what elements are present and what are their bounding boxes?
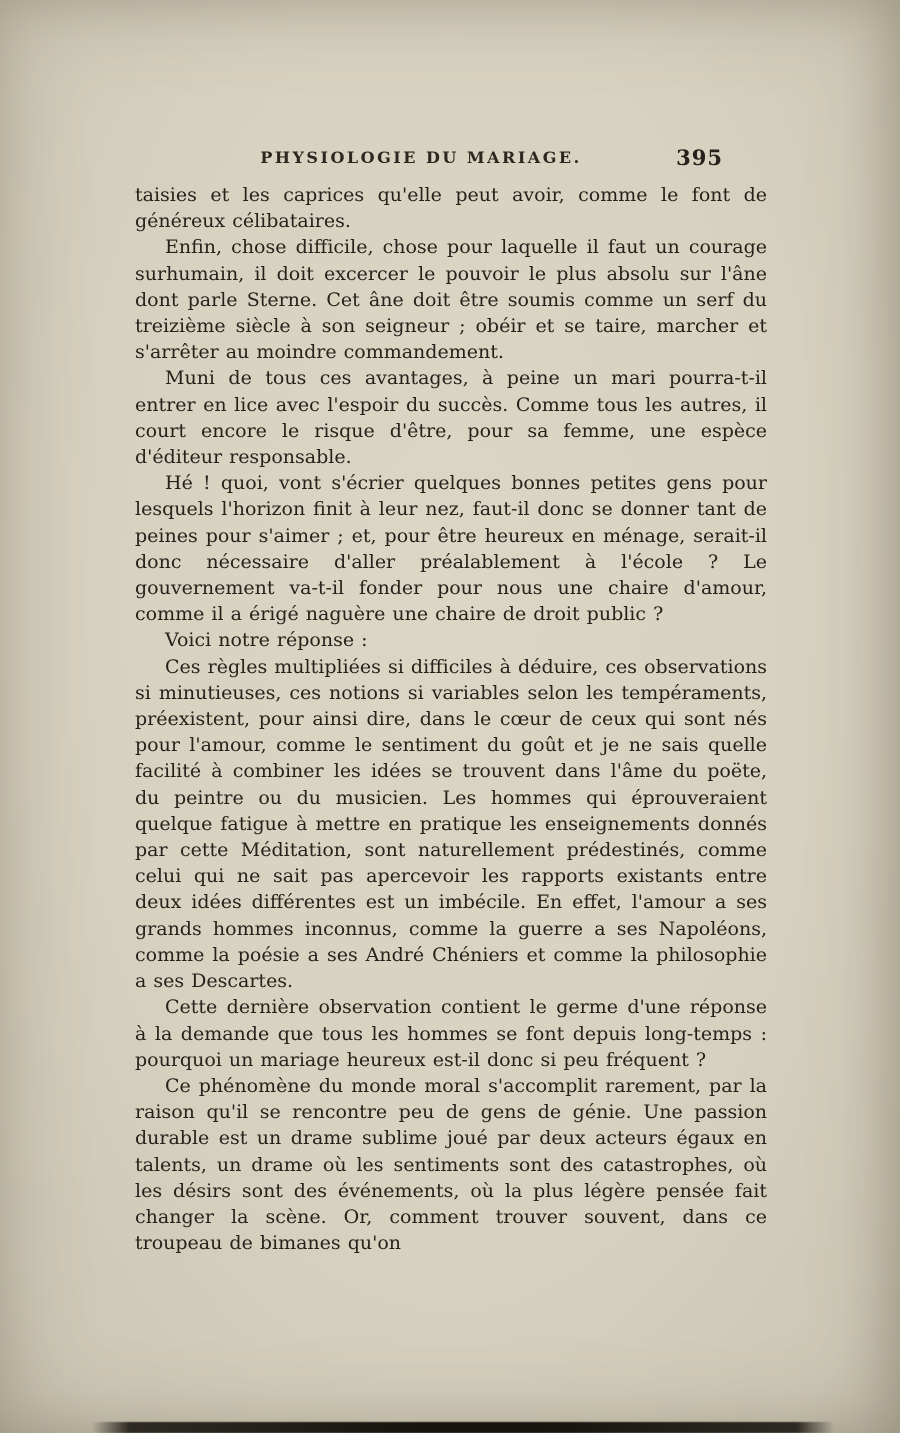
page-text	[135, 182, 767, 1256]
paragraph: taisies et les caprices qu'elle peut avoir, comme le font de généreux célibataires.	[135, 184, 767, 233]
paragraph: Cette dernière observation contient le germe d'une réponse à la demande que tous les hommes se font depuis long-temps : pourquoi un mariage heureux est-il donc si peu fréquent ?	[135, 996, 767, 1071]
paragraph: Enfin, chose difficile, chose pour laquelle il faut un courage surhumain, il doit excercer le pouvoir le plus absolu sur l'âne dont parle Sterne. Cet âne doit être soumis comme un serf du treizième siècle à son seigneur ; obéir et se taire, marcher et s'arrêter au moindre commandement.	[135, 236, 767, 364]
paragraph: Hé ! quoi, vont s'écrier quelques bonnes petites gens pour lesquels l'horizon finit à leur nez, faut-il donc se donner tant de peines pour s'aimer ; et, pour être heureux en ménage, serait-il donc nécessaire d'aller préalablement à l'école ? Le gouvernement va-t-il fonder pour nous une chaire d'amour, comme il a érigé naguère une chaire de droit public ?	[135, 472, 767, 626]
page-header	[135, 145, 767, 176]
running-head: PHYSIOLOGIE DU MARIAGE.	[260, 148, 582, 167]
page-number: 395	[676, 145, 723, 170]
paragraph: Voici notre réponse :	[165, 629, 368, 652]
paragraph: Ces règles multipliées si difficiles à déduire, ces observations si minutieuses, ces notions si variables selon les tempéraments, préexistent, pour ainsi dire, dans le cœur de ceux qui sont nés pour l'amour, comme le sentiment du goût et je ne sais quelle facilité à combiner les idées se trouvent dans l'âme du poëte, du peintre ou du musicien. Les hommes qui éprouveraient quelque fatigue à mettre en pratique les enseignements donnés par cette Méditation, sont naturellement prédestinés, comme celui qui ne sait pas apercevoir les rapports existants entre deux idées différentes est un imbécile. En effet, l'amour a ses grands hommes inconnus, comme la guerre a ses Napoléons, comme la poésie a ses André Chéniers et comme la philosophie a ses Descartes.	[135, 655, 767, 993]
page-bottom-edge-shadow	[92, 1422, 834, 1433]
paragraph: Muni de tous ces avantages, à peine un mari pourra-t-il entrer en lice avec l'espoir du succès. Comme tous les autres, il court encore le risque d'être, pour sa femme, une espèce d'éditeur responsable.	[135, 367, 767, 469]
paragraph: Ce phénomène du monde moral s'accomplit rarement, par la raison qu'il se rencontre peu de gens de génie. Une passion durable est un drame sublime joué par deux acteurs égaux en talents, un drame où les sentiments sont des catastrophes, où les désirs sont des événements, où la plus légère pensée fait changer la scène. Or, comment trouver souvent, dans ce troupeau de bimanes qu'on	[135, 1074, 767, 1255]
